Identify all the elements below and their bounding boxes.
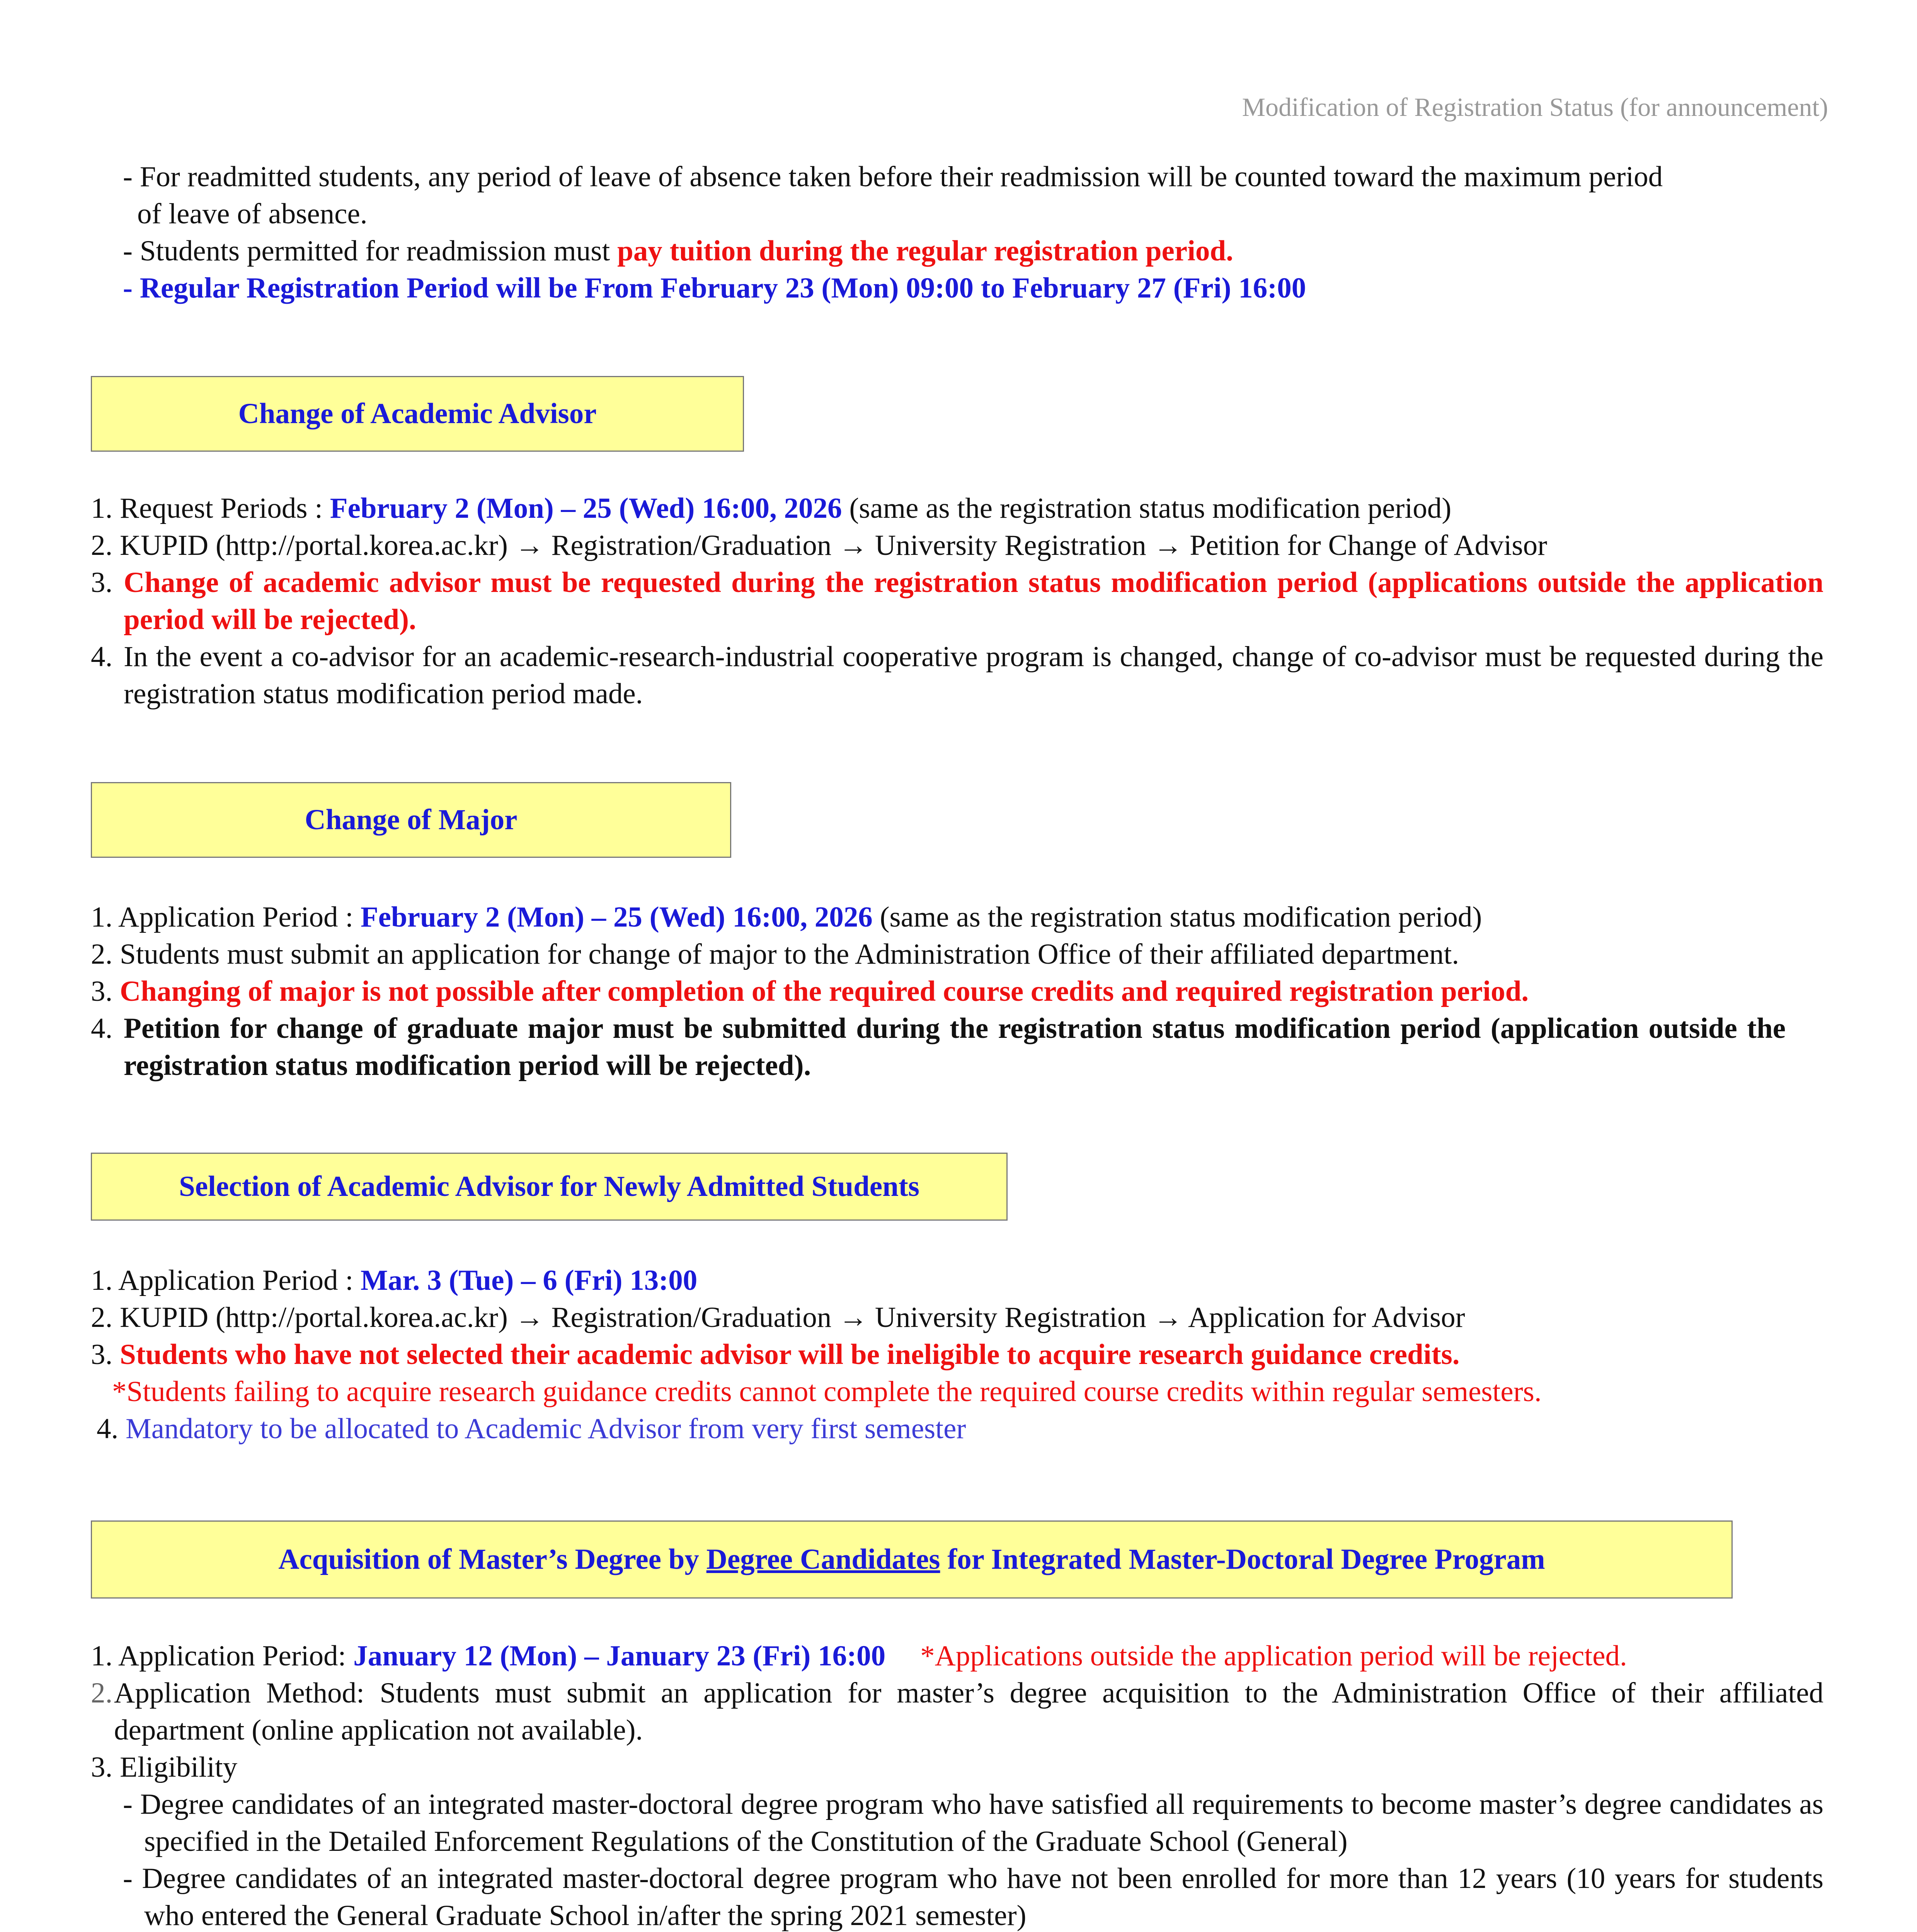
section-title-advisor-change: Change of Academic Advisor	[91, 376, 744, 452]
advisor-change-item-1: 1. Request Periods : February 2 (Mon) – 25 (Wed) 16:00, 2026 (same as the registration status modification period)	[91, 492, 1452, 524]
advisor-change-item-2: 2. KUPID (http://portal.korea.ac.kr) → Registration/Graduation → University Registration → Petition for Change of Advisor	[91, 529, 1548, 561]
degree-candidates-underline: Degree Candidates	[706, 1543, 940, 1575]
readmission-line-2: - Students permitted for readmission must pay tuition during the regular registration period.	[123, 235, 1233, 267]
tuition-warning: pay tuition during the regular registration period.	[617, 235, 1233, 267]
new-advisor-item-3: 3. Students who have not selected their academic advisor will be ineligible to acquire research guidance credits.	[91, 1338, 1460, 1371]
section-title-major-change: Change of Major	[91, 782, 731, 858]
major-change-item-4: Petition for change of graduate major must be submitted during the registration status modification period (application outside the registration status modification period will be rejected).	[124, 1012, 1786, 1082]
new-advisor-item-1: 1. Application Period : Mar. 3 (Tue) – 6 (Fri) 13:00	[91, 1264, 698, 1296]
advisor-change-item-3-num: 3.	[91, 566, 113, 599]
section-title-new-advisor: Selection of Academic Advisor for Newly Admitted Students	[91, 1153, 1008, 1221]
section-title-masters: Acquisition of Master’s Degree by Degree Candidates for Integrated Master-Doctoral Degree Program	[91, 1520, 1733, 1599]
masters-item-2: Application Method: Students must submit an application for master’s degree acquisition to the Administration Office of their affiliated department (online application not available).	[114, 1677, 1823, 1746]
page-header: Modification of Registration Status (for announcement)	[1242, 92, 1828, 122]
major-change-item-2: 2. Students must submit an application for change of major to the Administration Office of their affiliated department.	[91, 938, 1459, 970]
masters-item-2-num: 2.	[91, 1677, 113, 1709]
new-advisor-note: *Students failing to acquire research guidance credits cannot complete the required course credits within regular semesters.	[112, 1376, 1542, 1408]
masters-item-3: 3. Eligibility	[91, 1751, 238, 1783]
masters-eligibility-1: - Degree candidates of an integrated master-doctoral degree program who have satisfied all requirements to become master’s degree candidates as specified in the Detailed Enforcement Regulations of the Constitution of the Graduate School (General)	[123, 1788, 1823, 1857]
masters-item-1: 1. Application Period: January 12 (Mon) – January 23 (Fri) 16:00 *Applications outside the application period will be rejected.	[91, 1640, 1627, 1672]
major-change-item-4-num: 4.	[91, 1012, 113, 1044]
readmission-line-1b: of leave of absence.	[137, 198, 368, 230]
major-change-item-3: 3. Changing of major is not possible after completion of the required course credits and required registration period.	[91, 975, 1529, 1007]
readmission-line-1: - For readmitted students, any period of leave of absence taken before their readmission will be counted toward the maximum period	[123, 161, 1663, 193]
new-advisor-item-2: 2. KUPID (http://portal.korea.ac.kr) → Registration/Graduation → University Registration → Application for Advisor	[91, 1301, 1465, 1333]
regular-registration-period: - Regular Registration Period will be From February 23 (Mon) 09:00 to February 27 (Fri) 16:00	[123, 272, 1306, 304]
advisor-change-item-4-num: 4.	[91, 641, 113, 673]
major-change-item-1: 1. Application Period : February 2 (Mon) – 25 (Wed) 16:00, 2026 (same as the registration status modification period)	[91, 901, 1482, 933]
advisor-change-item-4: In the event a co-advisor for an academic-research-industrial cooperative program is changed, change of co-advisor must be requested during the registration status modification period made.	[124, 641, 1823, 710]
advisor-change-item-3: Change of academic advisor must be requested during the registration status modification period (applications outside the application period will be rejected).	[124, 566, 1823, 636]
masters-eligibility-2: - Degree candidates of an integrated master-doctoral degree program who have not been enrolled for more than 12 years (10 years for students who entered the General Graduate School in/after the spring 2021 semester)	[123, 1862, 1823, 1932]
new-advisor-item-4: 4. Mandatory to be allocated to Academic Advisor from very first semester	[97, 1413, 966, 1445]
